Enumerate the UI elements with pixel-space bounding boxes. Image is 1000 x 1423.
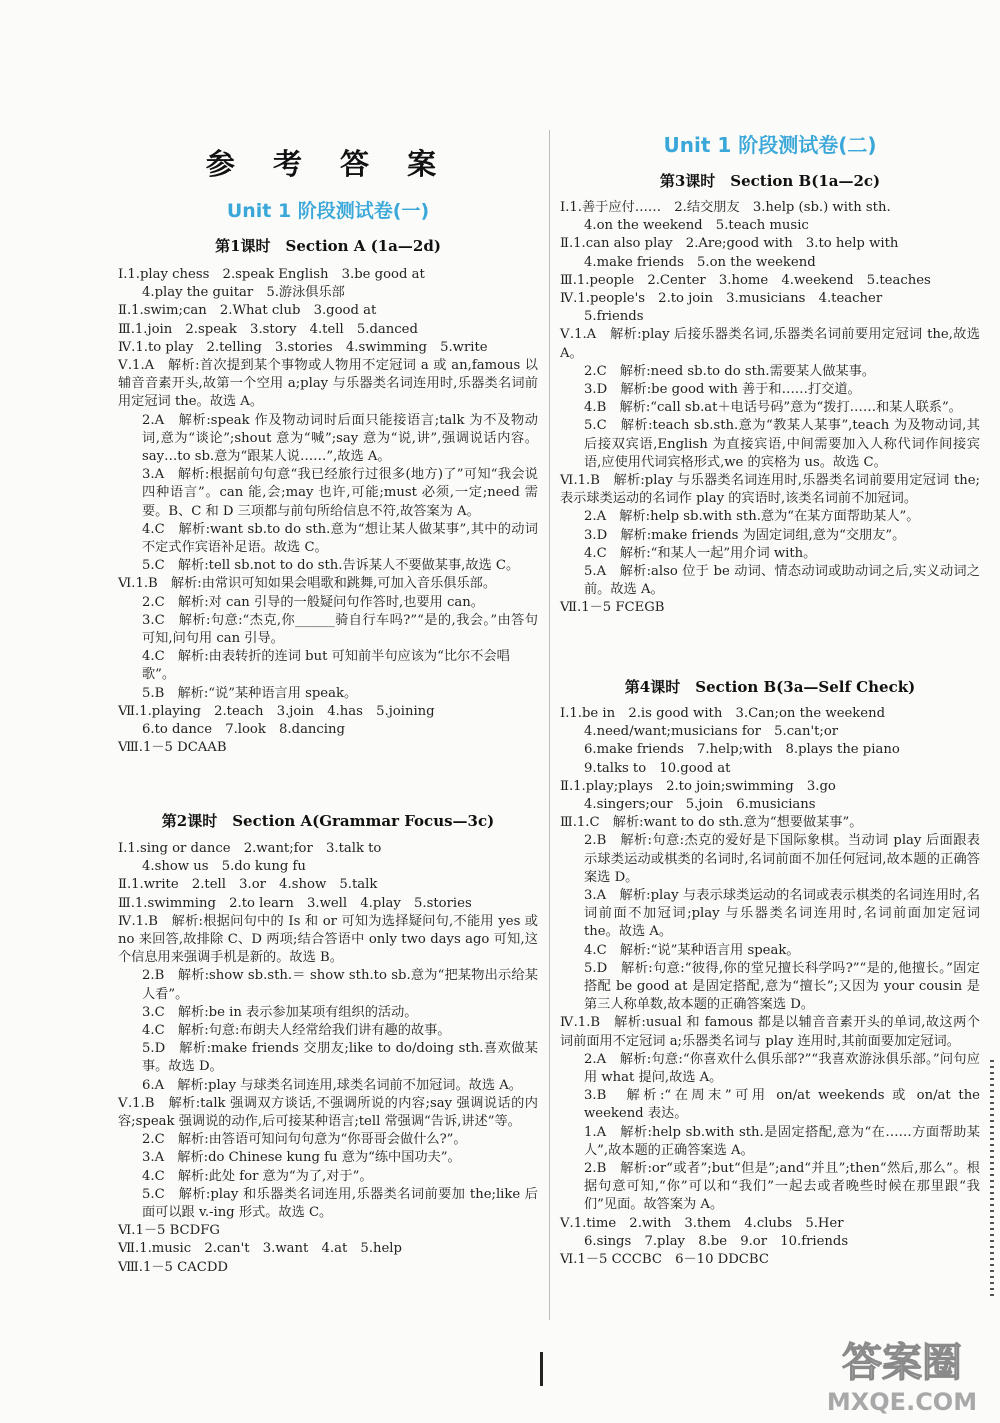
answer-line: 9.talks to 10.good at bbox=[584, 760, 731, 776]
answer-line: 5.C 解析:play 和乐器类名词连用,乐器类名词前要加 the;like 后面可以跟 v.-ing 形式。故选 C。 bbox=[142, 1186, 538, 1221]
answer-line: 2.A 解析:句意:“你喜欢什么俱乐部?”“我喜欢游泳俱乐部。”问句应用 what 提问,故选 A。 bbox=[584, 1051, 980, 1086]
answer-line: 4.singers;our 5.join 6.musicians bbox=[584, 797, 816, 813]
answer-line: Ⅴ.1.time 2.with 3.them 4.clubs 5.Her bbox=[560, 1215, 844, 1231]
answer-line: Ⅵ.1－5 BCDFG bbox=[118, 1223, 220, 1239]
answer-line: Ⅵ.1.B 解析:play 与乐器类名词连用时,乐器类名词前要用定冠词 the;表示球类运动的名词作 play 的宾语时,该类名词前不加冠词。 bbox=[560, 473, 980, 507]
lesson4-answers bbox=[560, 705, 980, 1269]
answer-line: 5.D 解析:句意:“彼得,你的堂兄擅长科学吗?”“是的,他擅长。”固定搭配 be good at 是固定搭配,意为“擅长”;又因为 your cousin 是第三人称单数,故本题的正确答案选 D。 bbox=[584, 960, 980, 1013]
answer-line: Ⅶ.1.playing 2.teach 3.join 4.has 5.joining bbox=[118, 703, 435, 719]
answer-line: 4.C 解析:want sb.to do sth.意为“想让某人做某事”,其中的动词不定式作宾语补足语。故选 C。 bbox=[142, 521, 538, 556]
answer-line: Ⅴ.1.B 解析:talk 强调双方谈话,不强调所说的内容;say 强调说话的内容;speak 强调说的动作,后可接某种语言;tell 常强调“告诉,讲述”等。 bbox=[118, 1095, 538, 1130]
answer-line: 2.C 解析:need sb.to do sth.需要某人做某事。 bbox=[584, 363, 876, 379]
answer-line: Ⅱ.1.write 2.tell 3.or 4.show 5.talk bbox=[118, 877, 378, 893]
lesson2-answers bbox=[118, 840, 538, 1277]
answer-line: 3.B 解析:“在周末”可用 on/at weekends 或 on/at the weekend 表达。 bbox=[584, 1088, 980, 1122]
answer-line: 4.make friends 5.on the weekend bbox=[584, 254, 816, 270]
answer-line: Ⅰ.1.play chess 2.speak English 3.be good at bbox=[118, 267, 425, 282]
answer-line: Ⅱ.1.swim;can 2.What club 3.good at bbox=[118, 303, 377, 319]
answer-line: 4.on the weekend 5.teach music bbox=[584, 218, 809, 234]
answer-line: Ⅰ.1.善于应付…… 2.结交朋友 3.help (sb.) with sth. bbox=[560, 200, 891, 215]
answer-line: Ⅲ.1.swimming 2.to learn 3.well 4.play 5.stories bbox=[118, 895, 472, 911]
answer-line: 4.show us 5.do kung fu bbox=[142, 859, 306, 875]
answer-line: 3.A 解析:do Chinese kung fu 意为“练中国功夫”。 bbox=[142, 1150, 461, 1166]
answer-line: Ⅳ.1.to play 2.telling 3.stories 4.swimming 5.write bbox=[118, 339, 488, 355]
answer-line: 3.D 解析:be good with 善于和……打交道。 bbox=[584, 382, 861, 398]
answer-line: Ⅰ.1.be in 2.is good with 3.Can;on the weekend bbox=[560, 706, 886, 721]
answer-line: 4.C 解析:“和某人一起”用介词 with。 bbox=[584, 545, 817, 561]
answer-line: 6.A 解析:play 与球类名词连用,球类名词前不加冠词。故选 A。 bbox=[142, 1077, 522, 1093]
answer-line: Ⅴ.1.A 解析:play 后接乐器类名词,乐器类名词前要用定冠词 the,故选 A。 bbox=[560, 327, 980, 361]
answer-line: Ⅰ.1.sing or dance 2.want;for 3.talk to bbox=[118, 841, 382, 856]
answer-line: 5.friends bbox=[584, 309, 644, 325]
answer-line: 4.C 解析:此处 for 意为“为了,对于”。 bbox=[142, 1168, 373, 1184]
answer-line: 3.C 解析:句意:“杰克,你______骑自行车吗?”“是的,我会。”由答句可知,问句用 can 引导。 bbox=[142, 612, 538, 647]
answer-line: Ⅱ.1.play;plays 2.to join;swimming 3.go bbox=[560, 778, 836, 794]
answer-line: 4.B 解析:“call sb.at＋电话号码”意为“拨打……和某人联系”。 bbox=[584, 400, 962, 416]
answer-line: Ⅳ.1.B 解析:根据问句中的 Is 和 or 可知为选择疑问句,不能用 yes 或 no 来回答,故排除 C、D 两项;结合答语中 only two days ago 可知,这个信息用来强调手机是新的。故选 B。 bbox=[118, 913, 538, 966]
answer-line: 5.C 解析:tell sb.not to do sth.告诉某人不要做某事,故选 C。 bbox=[142, 558, 520, 574]
answer-line: 5.C 解析:teach sb.sth.意为“教某人某事”,teach 为及物动词,其后接双宾语,English 为直接宾语,中间需要加入人称代词作间接宾语,应使用代词宾格形式,we 的宾格为 us。故选 C。 bbox=[584, 418, 980, 470]
answer-line: 2.C 解析:由答语可知问句句意为“你哥哥会做什么?”。 bbox=[142, 1132, 467, 1148]
answer-line: 3.C 解析:be in 表示参加某项有组织的活动。 bbox=[142, 1004, 418, 1020]
answer-line: 4.play the guitar 5.游泳俱乐部 bbox=[142, 285, 345, 301]
answer-line: Ⅶ.1－5 FCEGB bbox=[560, 600, 665, 616]
answer-line: 2.A 解析:speak 作及物动词时后面只能接语言;talk 为不及物动词,意为“谈论”;shout 意为“喊”;say 意为“说,讲”,强调说话内容。say…to sb.意为“跟某人说……”,故选 A。 bbox=[142, 412, 538, 465]
lesson1-title: 第1课时 Section A (1a—2d) bbox=[215, 237, 441, 255]
answer-line: 1.A 解析:help sb.with sth.是固定搭配,意为“在……方面帮助某人”,故本题的正确答案选 A。 bbox=[584, 1124, 980, 1158]
answer-line: 4.C 解析:句意:布朗夫人经常给我们讲有趣的故事。 bbox=[142, 1023, 451, 1039]
watermark-text: 答案圈 bbox=[842, 1340, 962, 1386]
lesson1-answers bbox=[118, 266, 538, 757]
answer-line: 6.make friends 7.help;with 8.plays the piano bbox=[584, 742, 900, 758]
answer-line: 5.D 解析:make friends 交朋友;like to do/doing sth.喜欢做某事。故选 D。 bbox=[142, 1041, 538, 1075]
answer-line: Ⅳ.1.people's 2.to join 3.musicians 4.teacher bbox=[560, 291, 883, 307]
lesson3-title: 第3课时 Section B(1a—2c) bbox=[659, 172, 881, 190]
answer-line: Ⅱ.1.can also play 2.Are;good with 3.to help with bbox=[560, 236, 899, 252]
answer-line: 2.C 解析:对 can 引导的一般疑问句作答时,也要用 can。 bbox=[142, 594, 484, 610]
answer-line: Ⅷ.1－5 DCAAB bbox=[118, 740, 227, 756]
unit-title-left: Unit 1 阶段测试卷(一) bbox=[226, 200, 430, 222]
answer-line: 2.B 解析:show sb.sth.＝ show sth.to sb.意为“把某物出示给某人看”。 bbox=[142, 968, 538, 1002]
answer-line: 3.D 解析:make friends 为固定词组,意为“交朋友”。 bbox=[584, 527, 906, 543]
answer-line: Ⅵ.1.B 解析:由常识可知如果会唱歌和跳舞,可加入音乐俱乐部。 bbox=[118, 576, 497, 592]
answer-line: Ⅲ.1.people 2.Center 3.home 4.weekend 5.teaches bbox=[560, 272, 931, 288]
answer-line: 2.A 解析:help sb.with sth.意为“在某方面帮助某人”。 bbox=[584, 509, 920, 525]
answer-line: 3.A 解析:play 与表示球类运动的名词或表示棋类的名词连用时,名词前面不加冠词;play 与乐器类名词连用时,名词前面加定冠词 the。故选 A。 bbox=[584, 888, 980, 940]
answer-line: 4.C 解析:“说”某种语言用 speak。 bbox=[584, 942, 800, 958]
answer-line: 5.B 解析:“说”某种语言用 speak。 bbox=[142, 685, 358, 701]
answer-line: Ⅵ.1－5 CCCBC 6－10 DDCBC bbox=[560, 1252, 769, 1268]
answer-line: Ⅳ.1.B 解析:usual 和 famous 都是以辅音音素开头的单词,故这两个词前面用不定冠词 a;乐器类名词与 play 连用时,其前面要加定冠词。 bbox=[560, 1015, 980, 1049]
answer-line: 3.A 解析:根据前句句意“我已经旅行过很多(地方)了”可知“我会说四种语言”。can 能,会;may 也许,可能;must 必须,一定;need 需要。B、C 和 D 三项都与前句所给信息不符,故答案为 A。 bbox=[142, 467, 538, 519]
answer-line: 2.B 解析:or“或者”;but“但是”;and“并且”;then“然后,那么”。根据句意可知,“你”可以和“我们”一起去或者晚些时候在那里跟“我们”见面。故答案为 A。 bbox=[584, 1161, 980, 1213]
answer-line: 6.sings 7.play 8.be 9.or 10.friends bbox=[584, 1233, 849, 1249]
answer-line: Ⅷ.1－5 CACDD bbox=[118, 1259, 228, 1275]
answer-line: 6.to dance 7.look 8.dancing bbox=[142, 722, 345, 738]
column-divider bbox=[549, 130, 550, 1320]
margin-dots bbox=[990, 1060, 994, 1300]
answer-line: Ⅲ.1.join 2.speak 3.story 4.tell 5.danced bbox=[118, 321, 418, 337]
answer-line: Ⅲ.1.C 解析:want to do sth.意为“想要做某事”。 bbox=[560, 815, 863, 831]
lesson3-answers bbox=[560, 199, 980, 618]
answer-line: 4.need/want;musicians for 5.can't;or bbox=[584, 724, 839, 740]
page-title: 参 考 答 案 bbox=[205, 147, 451, 181]
watermark-url: MXQE.COM bbox=[826, 1388, 978, 1416]
unit-title-right: Unit 1 阶段测试卷(二) bbox=[663, 133, 877, 157]
page-number-mark bbox=[540, 1352, 543, 1386]
answer-line: Ⅶ.1.music 2.can't 3.want 4.at 5.help bbox=[118, 1241, 402, 1257]
lesson4-title: 第4课时 Section B(3a—Self Check) bbox=[624, 678, 916, 696]
answer-line: 4.C 解析:由表转折的连词 but 可知前半句应该为“比尔不会唱歌”。 bbox=[142, 649, 510, 683]
answer-line: 5.A 解析:also 位于 be 动词、情态动词或助动词之后,实义动词之前。故选 A。 bbox=[584, 564, 980, 598]
watermark-logo bbox=[812, 1330, 992, 1416]
answer-line: 2.B 解析:句意:杰克的爱好是下国际象棋。当动词 play 后面跟表示球类运动或棋类的名词时,名词前面不加任何冠词,故本题的正确答案选 D。 bbox=[584, 833, 980, 885]
lesson2-title: 第2课时 Section A(Grammar Focus—3c) bbox=[161, 812, 495, 830]
answer-line: Ⅴ.1.A 解析:首次提到某个事物或人物用不定冠词 a 或 an,famous 以辅音音素开头,故第一个空用 a;play 与乐器类名词连用时,乐器类名词前用定冠词 the。故选 A。 bbox=[118, 358, 538, 410]
